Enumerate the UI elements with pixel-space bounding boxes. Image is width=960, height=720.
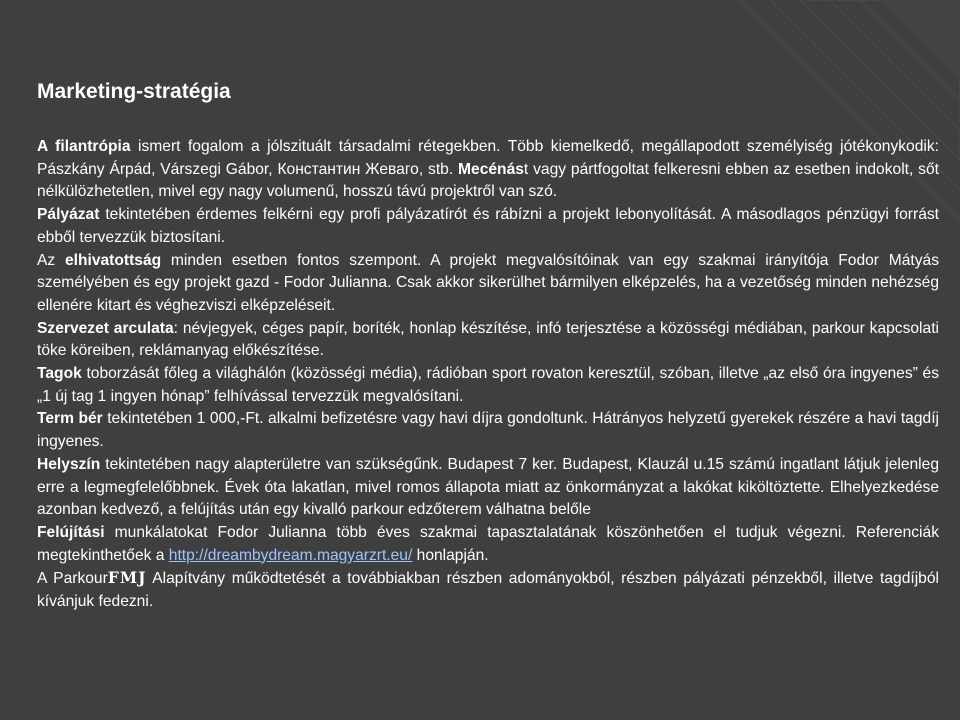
paragraph-alapitvany [37,567,939,613]
bold-term: Mecénás [458,160,524,178]
bold-term: Helyszín [37,455,101,473]
paragraph-text: tekintetében érdemes felkérni egy profi pályázatírót és rábízni a projekt lebonyolítását. A másodlagos pénzügyi forrást ebből tervezzük biztosítani. [37,206,939,246]
bold-term: Tagok [37,365,82,383]
paragraph-filantropia [37,136,939,204]
paragraph-text: minden esetben fontos szempont. A projekt megvalósítóinak van egy szakmai irányítója Fodor Mátyás személyében és egy projekt gazd - Fodor Julianna. Csak akkor sikerülhet bármilyen elképzelés, ha a vezetőség minden nehézség ellenére kitart és véghezviszi elképzeléseit. [37,251,939,314]
paragraph-text: tekintetében 1 000,-Ft. alkalmi befizetésre vagy havi díjra gondoltunk. Hátrányos helyzetű gyerekek részére a havi tagdíj ingyenes. [37,410,940,451]
paragraph-text: toborzását főleg a világhálón (közösségi média), rádióban sport rovaton keresztül, szóban, illetve „az első óra ingyenes” és „1 új tag 1 ingyen hónap” felhívással tervezzük megvalósítani. [37,365,939,405]
paragraph-tagok [37,363,939,408]
bold-term: Pályázat [37,206,100,224]
paragraph-text: honlapján. [412,546,489,564]
paragraph-text: Alapítvány működtetését a továbbiakban részben adományokból, részben pályázati pénzekből, illetve tagdíjból kívánjuk fedezni. [37,570,939,611]
bold-term: elhivatottság [64,251,162,269]
slide-title: Marketing-stratégia [37,80,231,103]
paragraph-arculat [37,318,939,363]
bold-term: Term bér [37,410,103,428]
bold-term: Felújítási [37,523,105,541]
paragraph-helyszin [37,454,939,522]
paragraph-text: : névjegyek, céges papír, boríték, honlap készítése, infó terjesztése a közösségi médiában, parkour kapcsolati töke köreiben, reklámanyag előkészítése. [37,319,939,360]
bold-term: A filantrópia [37,138,131,155]
slide-body [37,136,939,614]
paragraph-palyazat [37,204,939,249]
paragraph-text: munkálatokat Fodor Julianna több éves szakmai tapasztalatának köszönhetően el tudjuk végezni. Referenciák megtekinthetőek a [37,523,939,564]
paragraph-text: ismert fogalom a jólszituált társadalmi rétegekben. Több kiemelkedő, megállapodott személyiség jótékonykodik: Pászkány Árpád, Várszegi Gábor, Константин Жеваго, stb. [37,138,939,178]
paragraph-felujitas [37,522,939,567]
paragraph-elhivatottsag [37,250,939,318]
paragraph-text: t vagy pártfogoltat felkeresni ebben az esetben indokolt, sőt nélkülözhetetlen, mivel egy nagy volumenű, hosszú távú projektről van szó. [37,160,939,201]
paragraph-text: A Parkour [37,570,108,588]
paragraph-text: tekintetében nagy alapterületre van szükségűnk. Budapest 7 ker. Budapest, Klauzál u.15 számú ingatlant látjuk jelenleg erre a legmegfelelőbbnek. Évek óta lakatlan, mivel romos állapota miatt az önkormányzat a lakókat kiköltöztette. Elhelyezkedése azonban kedvező, a felújítás után egy kivalló parkour edzőterem válhatna belőle [37,455,939,519]
reference-link[interactable]: http://dreambydream.magyarzrt.eu/ [168,546,413,564]
paragraph-text: Az [37,251,65,269]
paragraph-term-ber [37,408,939,453]
fmj-logo-text: FMJ [107,568,147,588]
bold-term: Szervezet arculata [37,319,174,337]
